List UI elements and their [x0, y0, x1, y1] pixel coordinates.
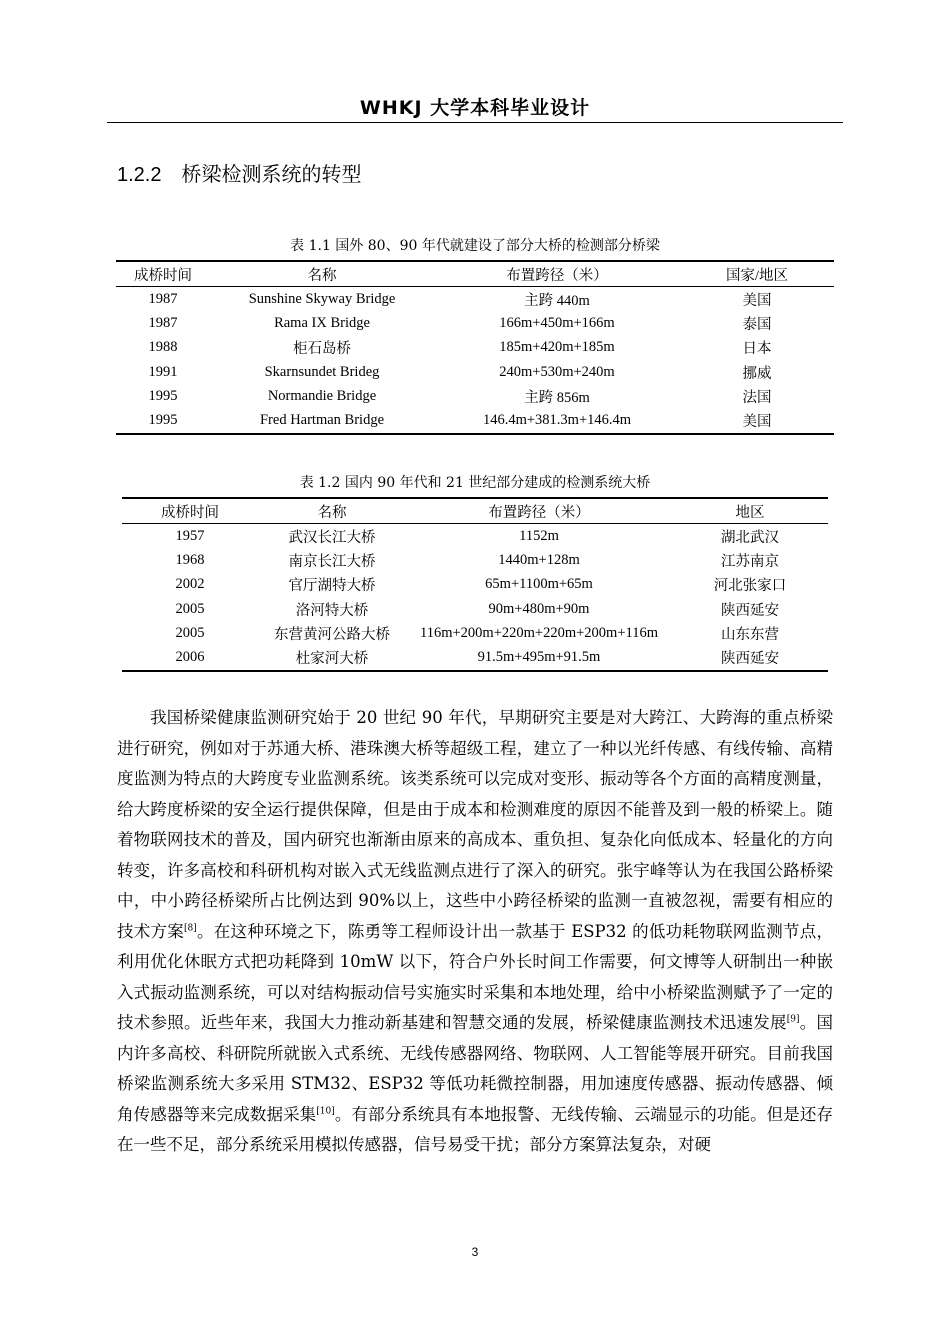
citation-ref: [9]	[786, 1014, 800, 1025]
section-title: 桥梁检测系统的转型	[181, 162, 362, 186]
table-cell: 146.4m+381.3m+146.4m	[434, 408, 680, 433]
paragraph-text: 。国内许多高校、科研院所就嵌入式系统、无线传感器网络、物联网、人工智能等展开研究。目前我国桥梁监测系统大多采用 STM32、ESP32 等低功耗微控制器，用加速度传感器、振动传感器、倾角传感器等来完成数据采集	[117, 1013, 834, 1124]
table-row	[116, 287, 834, 312]
table-cell: 陕西延安	[672, 645, 828, 670]
paragraph-text: 。有部分系统具有本地报警、无线传输、云端显示的功能。但是还存在一些不足，部分系统采用模拟传感器，信号易受干扰；部分方案算法复杂，对硬	[117, 1104, 834, 1154]
table2-header-cell: 名称	[258, 498, 406, 524]
table-cell: 91.5m+495m+91.5m	[406, 645, 672, 670]
section-heading	[117, 158, 361, 187]
table-cell: 65m+1100m+65m	[485, 576, 593, 593]
table-cell: 南京长江大桥	[288, 553, 376, 570]
table-cell: 柜石岛桥	[293, 341, 351, 358]
table-cell: 1987	[148, 314, 178, 331]
table-cell: 法国	[742, 389, 772, 406]
table-row	[122, 645, 828, 670]
page-header: WHKJ 大学本科毕业设计	[359, 97, 591, 119]
table-cell: 东营黄河公路大桥	[274, 626, 390, 643]
table-row	[116, 336, 834, 360]
table-cell: 杜家河大桥	[258, 645, 406, 670]
table-cell: 116m+200m+220m+220m+200m+116m	[420, 624, 658, 641]
header-rule	[107, 122, 843, 123]
paragraph-text: 。在这种环境之下，陈勇等工程师设计出一款基于 ESP32 的低功耗物联网监测节点，利用优化休眠方式把功耗降到 10mW 以下，符合户外长时间工作需要，何文博等人研制出一种嵌入式振动监测系统，可以对结构振动信号实施实时采集和本地处理，给中小桥梁监测赋予了一定的技术参照。近些年来，我国大力推动新基建和智慧交通的发展，桥梁健康监测技术迅速发展	[117, 921, 833, 1032]
table-cell: 2005	[175, 624, 205, 641]
table-cell: 1995	[116, 408, 210, 433]
page-number: 3	[471, 1245, 479, 1259]
table2-caption: 表 1.2 国内 90 年代和 21 世纪部分建成的检测系统大桥	[299, 475, 651, 491]
section-number: 1.2.2	[117, 164, 162, 186]
table-cell: 日本	[742, 341, 772, 358]
table-cell: 1987	[148, 290, 178, 307]
table1	[116, 260, 834, 435]
table-row	[122, 597, 828, 621]
table-row	[116, 360, 834, 384]
table-cell: 官厅湖特大桥	[288, 578, 376, 595]
table-row	[116, 408, 834, 433]
table-cell: 美国	[742, 292, 772, 309]
table-cell: 2005	[175, 600, 205, 617]
table-cell: 2002	[175, 576, 205, 593]
citation-ref: [8]	[184, 923, 197, 933]
table-cell: 美国	[680, 408, 834, 433]
table-cell: 洛河特大桥	[295, 602, 369, 619]
table-cell: 陕西延安	[721, 602, 779, 619]
table-cell: 1991	[148, 363, 178, 380]
table-row	[122, 573, 828, 597]
table1-header-cell: 成桥时间	[116, 261, 210, 287]
body-paragraph	[117, 703, 833, 1161]
table-cell: Sunshine Skyway Bridge	[248, 290, 396, 307]
table-cell: 1957	[175, 527, 205, 544]
table-cell: 1995	[148, 387, 178, 404]
table2-header-cell: 成桥时间	[122, 498, 258, 524]
table-row	[122, 524, 828, 549]
table-cell: 主跨 856m	[524, 389, 590, 406]
table-cell: 1152m	[519, 527, 559, 544]
table-cell: 2006	[122, 645, 258, 670]
table-cell: 武汉长江大桥	[288, 529, 376, 546]
table2-header-cell: 地区	[672, 498, 828, 524]
table-cell: 江苏南京	[721, 553, 779, 570]
table-cell: 1988	[148, 339, 178, 356]
table-cell: 185m+420m+185m	[499, 339, 615, 356]
paragraph-text: 我国桥梁健康监测研究始于 20 世纪 90 年代，早期研究主要是对大跨江、大跨海的重点桥梁进行研究，例如对于苏通大桥、港珠澳大桥等超级工程，建立了一种以光纤传感、有线传输、高精度监测为特点的大跨度专业监测系统。该类系统可以完成对变形、振动等各个方面的高精度测量，给大跨度桥梁的安全运行提供保障，但是由于成本和检测难度的原因不能普及到一般的桥梁上。随着物联网技术的普及，国内研究也渐渐由原来的高成本、重负担、复杂化向低成本、轻量化的方向转变，许多高校和科研机构对嵌入式无线监测点进行了深入的研究。张宇峰等认为在我国公路桥梁中，中小跨径桥梁所占比例达到 90%以上，这些中小跨径桥梁的监测一直被忽视，需要有相应的技术方案	[117, 708, 833, 941]
table1-header-cell: 布置跨径（米）	[434, 261, 680, 287]
table-cell: Fred Hartman Bridge	[210, 408, 434, 433]
table2-header-cell: 布置跨径（米）	[406, 498, 672, 524]
table-row	[122, 621, 828, 645]
table-row	[116, 384, 834, 408]
table-cell: 山东东营	[721, 626, 779, 643]
table-cell: 泰国	[742, 316, 772, 333]
table-cell: 湖北武汉	[721, 529, 779, 546]
table-cell: Skarnsundet Brideg	[264, 363, 380, 380]
table-cell: 主跨 440m	[524, 292, 590, 309]
table-cell: 1968	[175, 551, 205, 568]
table-cell: Rama IX Bridge	[274, 314, 370, 331]
table1-header-cell: 名称	[210, 261, 434, 287]
table-cell: 240m+530m+240m	[499, 363, 615, 380]
table-row	[122, 548, 828, 572]
table2-header-row	[122, 498, 828, 524]
table-cell: 166m+450m+166m	[499, 314, 615, 331]
table-row	[116, 311, 834, 335]
table1-header-row	[116, 261, 834, 287]
table-cell: 1440m+128m	[498, 551, 580, 568]
table-cell: 90m+480m+90m	[488, 600, 590, 617]
citation-ref: [10]	[316, 1106, 335, 1116]
table-cell: Normandie Bridge	[267, 387, 377, 404]
table-cell: 挪威	[742, 365, 772, 382]
table-cell: 河北张家口	[713, 578, 787, 595]
table1-header-cell: 国家/地区	[680, 261, 834, 287]
table2	[122, 497, 828, 672]
table1-caption: 表 1.1 国外 80、90 年代就建设了部分大桥的检测部分桥梁	[290, 238, 660, 254]
